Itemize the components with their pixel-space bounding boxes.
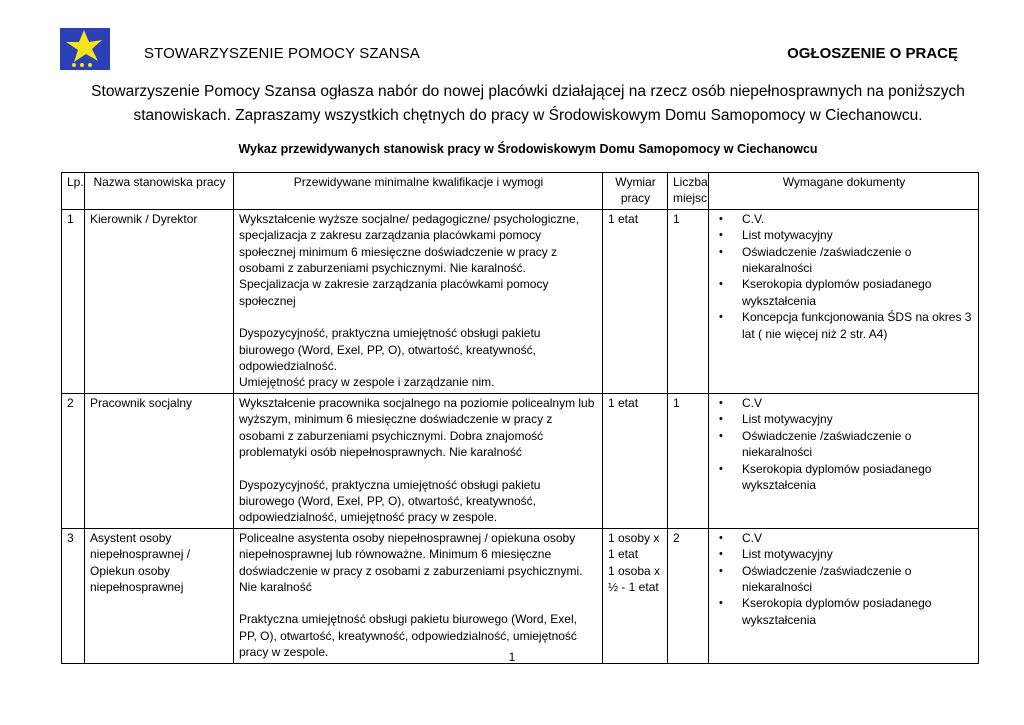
list-item [714, 411, 974, 427]
bullet-icon: • [719, 396, 723, 409]
cell-lp: 3 [62, 528, 85, 663]
bullet-icon: • [719, 245, 723, 258]
requirement-text: Dyspozycyjność, praktyczna umiejętność obsługi pakietu biurowego (Word, Exel, PP, O), otwartość, kreatywność, odpowiedzialność, umiejętność pracy w zespole. [239, 477, 541, 525]
bullet-icon: • [719, 462, 723, 475]
cell-position-name: Asystent osoby niepełnosprawnej / Opiekun osoby niepełnosprawnej [85, 528, 234, 663]
bullet-icon: • [719, 229, 723, 242]
cell-requirements [234, 393, 603, 528]
organization-logo [60, 28, 110, 70]
requirement-text: Policealne asystenta osoby niepełnosprawnej / opiekuna osoby niepełnosprawnej lub równoważne. Minimum 6 miesięczne doświadczenie w pracy z osobami z zaburzeniami psychicznymi. Nie karalność [239, 530, 583, 594]
cell-documents [709, 393, 979, 528]
list-item [714, 428, 974, 461]
positions-table [61, 172, 979, 664]
column-header-seats: Liczba miejsc [668, 173, 709, 210]
unit-text: ½ - 1 etat [608, 579, 659, 594]
list-item [714, 309, 974, 342]
list-item [714, 276, 974, 309]
cell-requirements [234, 209, 603, 393]
cell-lp: 2 [62, 393, 85, 528]
table-row [62, 393, 979, 528]
column-header-name: Nazwa stanowiska pracy [85, 173, 234, 210]
document-label: Koncepcja funkcjonowania ŚDS na okres 3 lat ( nie więcej niż 2 str. A4) [742, 310, 972, 341]
document-label: Oświadczenie /zaświadczenie o niekaralności [742, 244, 912, 276]
requirement-text: Umiejętność pracy w zespole i zarządzanie nim. [239, 375, 495, 390]
documents-list [714, 530, 974, 628]
table-title: Wykaz przewidywanych stanowisk pracy w Środowiskowym Domu Samopomocy w Ciechanowcu [238, 142, 818, 156]
document-label: C.V [742, 395, 763, 410]
list-item [714, 530, 974, 546]
document-label: List motywacyjny [742, 228, 833, 243]
cell-documents [709, 528, 979, 663]
organization-name: STOWARZYSZENIE POMOCY SZANSA [144, 45, 420, 62]
document-label: C.V [742, 530, 763, 545]
list-item [714, 227, 974, 243]
bullet-icon: • [719, 531, 723, 544]
bullet-icon: • [719, 278, 723, 291]
star-logo-icon [60, 28, 110, 70]
cell-seats: 1 [668, 393, 709, 528]
unit-text: 1 osoba x [608, 563, 661, 578]
document-label: Oświadczenie /zaświadczenie o niekaralności [742, 428, 912, 460]
table-header-row [62, 173, 979, 210]
bullet-icon: • [719, 212, 723, 225]
requirement-text: Wykształcenie pracownika socjalnego na poziomie policealnym lub wyższym, minimum 6 miesięczne doświadczenie w pracy z osobami z zaburzeniami psychicznymi. Dobra znajomość problematyki osób niepełnosprawnych. Nie karalność [239, 395, 595, 460]
page-number: 1 [508, 650, 516, 664]
cell-unit [603, 528, 668, 663]
column-header-unit: Wymiar pracy [603, 173, 668, 210]
list-item [714, 461, 974, 494]
bullet-icon: • [719, 548, 723, 561]
list-item [714, 563, 974, 596]
requirement-text: Wykształcenie wyższe socjalne/ pedagogiczne/ psychologiczne, specjalizacja z zakresu zarządzania placówkami pomocy społecznej minimum 6 miesięczne doświadczenie w pracy z osobami z zaburzeniami psychicznymi. Nie karalność. Specjalizacja w zakresie zarządzania placówkami pomocy społecznej [239, 211, 580, 308]
bullet-icon: • [719, 311, 723, 324]
unit-text: 1 osoby x [608, 530, 660, 545]
document-label: List motywacyjny [742, 412, 833, 427]
bullet-icon: • [719, 429, 723, 442]
document-label: List motywacyjny [742, 547, 833, 562]
cell-documents [709, 209, 979, 393]
intro-paragraph: Stowarzyszenie Pomocy Szansa ogłasza nabór do nowej placówki działającej na rzecz osób niepełnosprawnych na poniższych stanowiskach. Zapraszamy wszystkich chętnych do pracy w Środowiskowym Domu Samopomocy w Ciechanowcu. [91, 83, 965, 124]
document-label: Oświadczenie /zaświadczenie o niekaralności [742, 563, 912, 594]
cell-seats: 1 [668, 209, 709, 393]
list-item [714, 395, 974, 411]
document-label: Kserokopia dyplomów posiadanego wykształcenia [742, 461, 932, 492]
cell-position-name: Pracownik socjalny [85, 393, 234, 528]
requirement-text: Praktyczna umiejętność obsługi pakietu biurowego (Word, Exel, PP, O), otwartość, kreatywność, odpowiedzialność, umiejętność pracy w zespole. [239, 612, 577, 660]
cell-lp: 1 [62, 209, 85, 393]
table-row [62, 209, 979, 393]
list-item [714, 244, 974, 277]
unit-text: 1 etat [608, 395, 639, 410]
cell-requirements [234, 528, 603, 663]
document-label: Kserokopia dyplomów posiadanego wykształcenia [742, 596, 932, 627]
cell-unit [603, 209, 668, 393]
unit-text: 1 etat [608, 211, 639, 226]
bullet-icon: • [719, 597, 723, 610]
requirement-text: Dyspozycyjność, praktyczna umiejętność obsługi pakietu biurowego (Word, Exel, PP, O), otwartość, kreatywność, odpowiedzialność. [239, 326, 541, 374]
document-label: C.V. [742, 211, 765, 226]
document-type: OGŁOSZENIE O PRACĘ [787, 45, 958, 62]
column-header-lp: Lp. [62, 173, 85, 210]
column-header-documents: Wymagane dokumenty [709, 173, 979, 210]
cell-seats: 2 [668, 528, 709, 663]
list-item [714, 211, 974, 227]
bullet-icon: • [719, 413, 723, 426]
cell-position-name: Kierownik / Dyrektor [85, 209, 234, 393]
column-header-requirements: Przewidywane minimalne kwalifikacje i wymogi [234, 173, 603, 210]
documents-list [714, 395, 974, 493]
list-item [714, 546, 974, 562]
unit-text: 1 etat [608, 547, 639, 562]
documents-list [714, 211, 974, 342]
table-row [62, 528, 979, 663]
bullet-icon: • [719, 564, 723, 577]
document-label: Kserokopia dyplomów posiadanego wykształcenia [742, 277, 932, 308]
list-item [714, 595, 974, 628]
cell-unit [603, 393, 668, 528]
